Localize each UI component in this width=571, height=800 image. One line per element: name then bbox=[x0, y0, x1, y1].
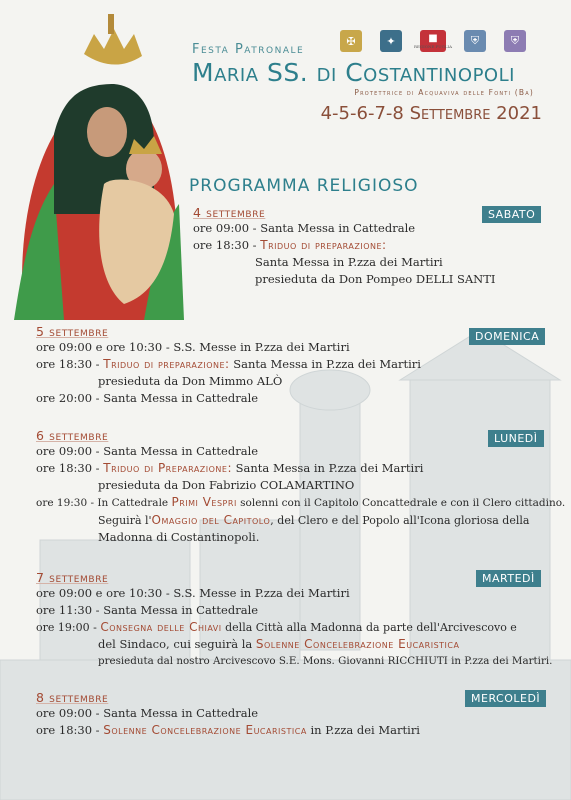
schedule-line bbox=[36, 460, 546, 477]
schedule-line bbox=[36, 477, 546, 494]
event-text: S.S. Messe in P.zza dei Martiri bbox=[173, 586, 350, 600]
regione-puglia-label: REGIONE PUGLIA bbox=[414, 44, 452, 49]
event-text: Santa Messa in Cattedrale bbox=[103, 444, 259, 458]
time: ore 19:00 - bbox=[36, 621, 101, 634]
schedule-line bbox=[36, 356, 536, 373]
municipality-crest-icon: ⛨ bbox=[504, 30, 526, 52]
header bbox=[192, 42, 562, 124]
event-text: presieduta da Don Fabrizio COLAMARTINO bbox=[98, 478, 355, 492]
event-text: Santa Messa in P.zza dei Martiri bbox=[255, 255, 443, 269]
time: ore 18:30 - bbox=[193, 238, 261, 252]
programma-heading: PROGRAMMA RELIGIOSO bbox=[189, 176, 419, 196]
day-title: 5 settembre bbox=[36, 324, 109, 339]
weekday-badge: SABATO bbox=[482, 206, 541, 223]
event-text: solenni con il Capitolo Concattedrale e con il Clero cittadino. bbox=[236, 497, 566, 509]
event-text: in P.zza dei Martiri bbox=[306, 723, 420, 737]
event-text: Seguirà l' bbox=[98, 514, 152, 527]
comitato-logo-icon: ✦ bbox=[380, 30, 402, 52]
weekday-badge: MARTEDÌ bbox=[476, 570, 541, 587]
event-highlight: Triduo di preparazione: bbox=[260, 238, 387, 252]
day-section-7-settembre bbox=[36, 570, 553, 670]
weekday-badge: MERCOLEDÌ bbox=[465, 690, 546, 707]
event-text: del Sindaco, cui seguirà la bbox=[98, 637, 256, 651]
schedule-line bbox=[193, 237, 538, 254]
schedule-line bbox=[36, 722, 546, 739]
event-highlight: Solenne Concelebrazione Eucaristica bbox=[255, 637, 460, 651]
event-text: presieduta da Don Pompeo DELLI SANTI bbox=[255, 272, 496, 286]
time: ore 19:30 - bbox=[36, 497, 98, 509]
day-title: 6 settembre bbox=[36, 428, 109, 443]
festa-label: Festa Patronale bbox=[192, 42, 305, 57]
schedule-line bbox=[36, 636, 546, 653]
diocese-logo-icon: ✠ bbox=[340, 30, 362, 52]
time: ore 09:00 - bbox=[36, 706, 104, 720]
schedule-line bbox=[36, 443, 546, 460]
time: ore 09:00 e ore 10:30 - bbox=[36, 340, 174, 354]
event-highlight: Consegna delle Chiavi bbox=[100, 620, 222, 634]
protettrice-subtitle: Protettrice di Acquaviva delle Fonti (Ba) bbox=[354, 88, 534, 97]
event-highlight: Omaggio del Capitolo bbox=[151, 513, 271, 527]
event-text: In Cattedrale bbox=[97, 497, 172, 509]
event-text: presieduta dal nostro Arcivescovo S.E. Mons. Giovanni RICCHIUTI in P.zza dei Martiri. bbox=[98, 655, 553, 667]
festival-dates: 4-5-6-7-8 Settembre 2021 bbox=[320, 103, 542, 124]
event-text: Santa Messa in Cattedrale bbox=[103, 706, 259, 720]
event-text: presieduta da Don Mimmo ALÒ bbox=[98, 374, 283, 388]
event-highlight: Triduo di preparazione: bbox=[103, 357, 230, 371]
schedule-line bbox=[36, 494, 566, 512]
time: ore 09:00 - bbox=[36, 444, 104, 458]
time: ore 09:00 e ore 10:30 - bbox=[36, 586, 174, 600]
time: ore 11:30 - bbox=[36, 603, 104, 617]
event-highlight: Triduo di Preparazione: bbox=[103, 461, 233, 475]
event-text: Santa Messa in Cattedrale bbox=[103, 603, 259, 617]
madonna-statue-image bbox=[4, 14, 190, 320]
schedule-line bbox=[36, 529, 546, 546]
day-title: 7 settembre bbox=[36, 570, 109, 585]
schedule-line bbox=[36, 602, 546, 619]
weekday-badge: LUNEDÌ bbox=[488, 430, 544, 447]
day-title: 8 settembre bbox=[36, 690, 109, 705]
time: ore 20:00 - bbox=[36, 391, 104, 405]
schedule-line bbox=[193, 271, 538, 288]
time: ore 09:00 - bbox=[193, 221, 261, 235]
event-highlight: Primi Vespri bbox=[171, 495, 237, 509]
regione-puglia-logo-icon: ■ REGIONE PUGLIA bbox=[420, 30, 446, 52]
time: ore 18:30 - bbox=[36, 723, 104, 737]
event-text: Santa Messa in Cattedrale bbox=[103, 391, 259, 405]
schedule-line bbox=[36, 339, 536, 356]
schedule-line bbox=[36, 512, 546, 529]
weekday-badge: DOMENICA bbox=[469, 328, 545, 345]
schedule-line bbox=[36, 653, 553, 670]
schedule-line bbox=[36, 390, 536, 407]
event-text: Santa Messa in P.zza dei Martiri bbox=[229, 357, 421, 371]
city-crest-icon: ⛨ bbox=[464, 30, 486, 52]
event-text: S.S. Messe in P.zza dei Martiri bbox=[173, 340, 350, 354]
page-title: Maria SS. di Costantinopoli bbox=[192, 58, 515, 87]
event-text: Santa Messa in Cattedrale bbox=[260, 221, 416, 235]
event-text: Madonna di Costantinopoli. bbox=[98, 530, 260, 544]
day-section-5-settembre bbox=[36, 324, 536, 407]
day-section-6-settembre bbox=[36, 428, 566, 546]
time: ore 18:30 - bbox=[36, 461, 104, 475]
schedule-line bbox=[193, 254, 538, 271]
day-title: 4 settembre bbox=[193, 205, 266, 220]
event-text: , del Clero e del Popolo all'Icona gloriosa della bbox=[270, 514, 530, 527]
time: ore 18:30 - bbox=[36, 357, 104, 371]
schedule-line bbox=[36, 585, 546, 602]
schedule-line bbox=[36, 619, 546, 636]
event-highlight: Solenne Concelebrazione Eucaristica bbox=[103, 723, 307, 737]
event-text: Santa Messa in P.zza dei Martiri bbox=[232, 461, 424, 475]
sponsor-logos bbox=[340, 30, 526, 52]
schedule-line bbox=[36, 705, 546, 722]
schedule-line bbox=[36, 373, 536, 390]
event-text: della Città alla Madonna da parte dell'Arcivescovo e bbox=[221, 621, 517, 634]
